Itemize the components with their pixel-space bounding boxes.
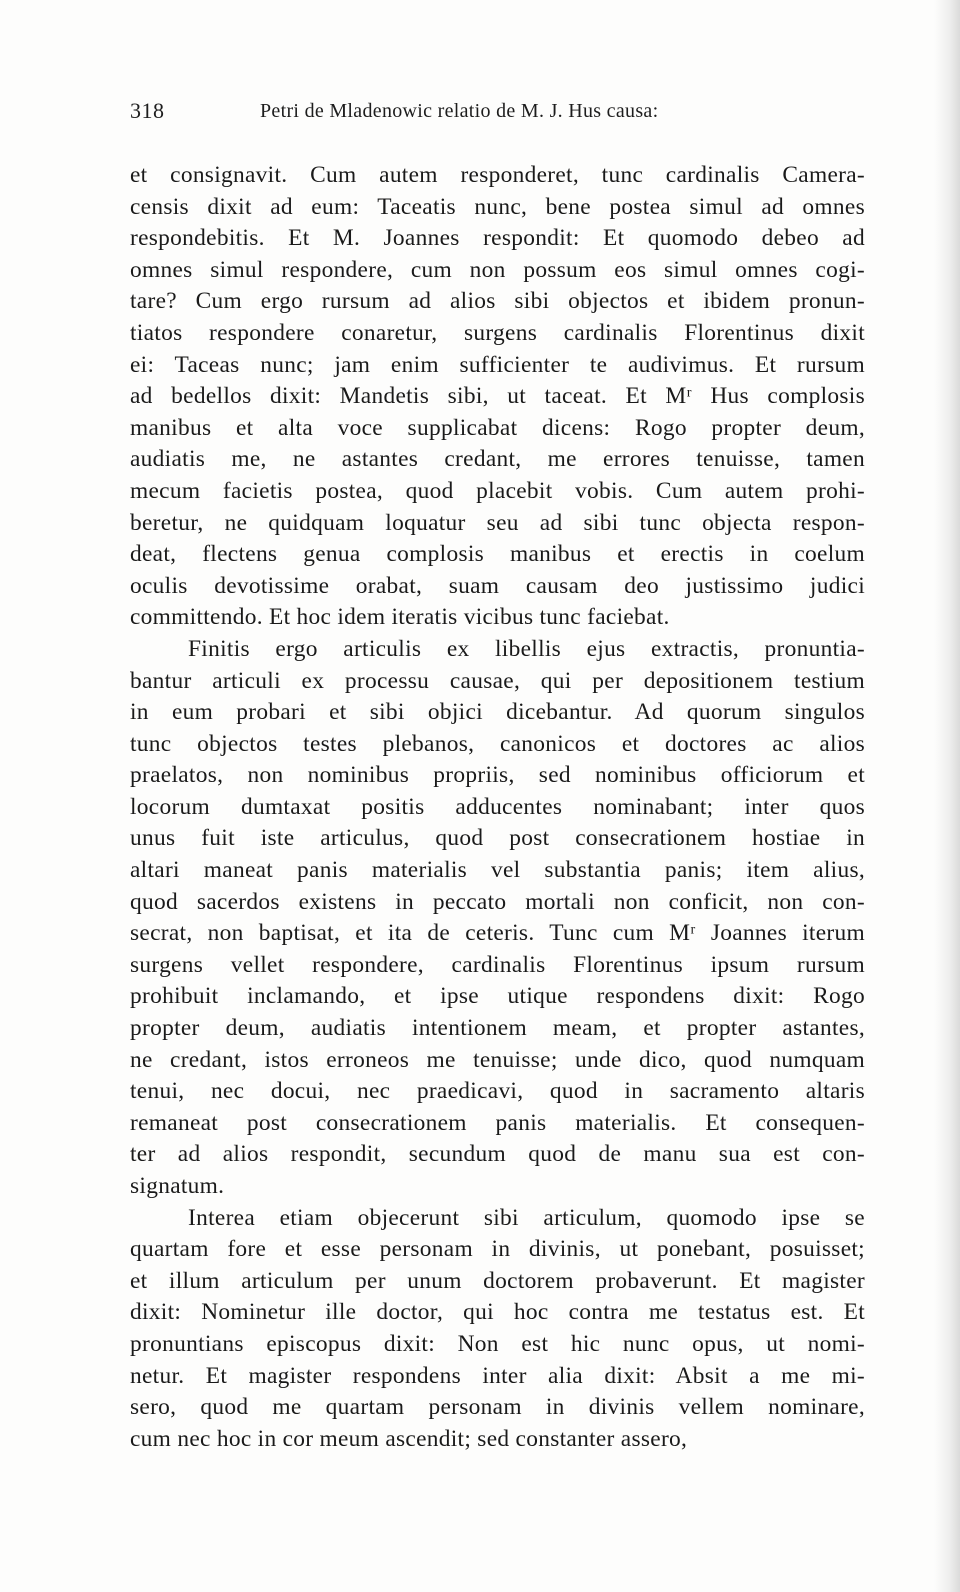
page-gutter-shadow xyxy=(934,0,960,1592)
text-line: in eum probari et sibi objici dicebantur. Ad quorum singulos xyxy=(130,699,865,726)
paragraph xyxy=(130,634,865,1203)
text-line: beretur, ne quidquam loquatur seu ad sibi tunc objecta respon- xyxy=(130,509,865,536)
text-line: ei: Taceas nunc; jam enim sufficienter te audivimus. Et rursum xyxy=(130,351,865,378)
text-line: altari maneat panis materialis vel substantia panis; item alius, xyxy=(130,857,865,884)
text-line: locorum dumtaxat positis adducentes nominabant; inter quos xyxy=(130,793,865,820)
text-line: mecum facietis postea, quod placebit vobis. Cum autem prohi- xyxy=(130,477,865,504)
paragraph xyxy=(130,1203,865,1456)
text-line: ter ad alios respondit, secundum quod de manu sua est con- xyxy=(130,1141,865,1168)
text-line: surgens vellet respondere, cardinalis Florentinus ipsum rursum xyxy=(130,951,865,978)
body-text xyxy=(130,160,865,1455)
text-line: Finitis ergo articulis ex libellis ejus extractis, pronuntia- xyxy=(188,635,865,662)
text-line: prohibuit inclamando, et ipse utique respondens dixit: Rogo xyxy=(130,983,865,1010)
text-line: unus fuit iste articulus, quod post consecrationem hostiae in xyxy=(130,825,865,852)
text-line: secrat, non baptisat, et ita de ceteris. Tunc cum Mʳ Joannes iterum xyxy=(130,920,865,947)
text-line: bantur articuli ex processu causae, qui per depositionem testium xyxy=(130,667,865,694)
text-line: oculis devotissime orabat, suam causam deo justissimo judici xyxy=(130,572,865,599)
text-line: quod sacerdos existens in peccato mortali non conficit, non con- xyxy=(130,888,865,915)
text-line: deat, flectens genua complosis manibus et erectis in coelum xyxy=(130,541,865,568)
text-line: signatum. xyxy=(130,1173,225,1199)
running-title: Petri de Mladenowic relatio de M. J. Hus causa: xyxy=(260,100,659,122)
text-line: cum nec hoc in cor meum ascendit; sed constanter assero, xyxy=(130,1425,688,1452)
text-line: sero, quod me quartam personam in divinis vellem nominare, xyxy=(130,1394,865,1421)
text-line: pronuntians episcopus dixit: Non est hic nunc opus, ut nomi- xyxy=(130,1330,865,1357)
text-line: tunc objectos testes plebanos, canonicos et doctores ac alios xyxy=(130,730,865,757)
text-line: praelatos, non nominibus propriis, sed nominibus officiorum et xyxy=(130,762,865,789)
text-line: tenui, nec docui, nec praedicavi, quod in sacramento altaris xyxy=(130,1078,865,1105)
text-line: censis dixit ad eum: Taceatis nunc, bene postea simul ad omnes xyxy=(130,193,865,220)
text-line: netur. Et magister respondens inter alia dixit: Absit a me mi- xyxy=(130,1362,865,1389)
text-line: dixit: Nominetur ille doctor, qui hoc contra me testatus est. Et xyxy=(130,1299,865,1326)
text-line: ne credant, istos erroneos me tenuisse; unde dico, quod numquam xyxy=(130,1046,865,1073)
text-line: et consignavit. Cum autem responderet, tunc cardinalis Camera- xyxy=(130,162,865,188)
text-line: omnes simul respondere, cum non possum eos simul omnes cogi- xyxy=(130,256,865,283)
text-line: audiatis me, ne astantes credant, me errores tenuisse, tamen xyxy=(130,446,865,473)
text-line: tare? Cum ergo rursum ad alios sibi objectos et ibidem pronun- xyxy=(130,288,865,315)
text-line: Interea etiam objecerunt sibi articulum, quomodo ipse se xyxy=(188,1204,865,1231)
text-line: respondebitis. Et M. Joannes respondit: Et quomodo debeo ad xyxy=(130,225,865,252)
text-line: quartam fore et esse personam in divinis, ut ponebant, posuisset; xyxy=(130,1236,865,1263)
text-line: et illum articulum per unum doctorem probaverunt. Et magister xyxy=(130,1267,865,1294)
text-line: propter deum, audiatis intentionem meam, et propter astantes, xyxy=(130,1015,865,1042)
paragraph xyxy=(130,160,865,634)
text-line: remaneat post consecrationem panis materialis. Et consequen- xyxy=(130,1109,865,1136)
text-line: manibus et alta voce supplicabat dicens: Rogo propter deum, xyxy=(130,414,865,441)
page-number: 318 xyxy=(130,98,165,123)
text-line: tiatos respondere conaretur, surgens cardinalis Florentinus dixit xyxy=(130,319,865,346)
text-line: ad bedellos dixit: Mandetis sibi, ut taceat. Et Mʳ Hus complosis xyxy=(130,383,865,410)
text-line: committendo. Et hoc idem iteratis vicibus tunc faciebat. xyxy=(130,604,670,631)
